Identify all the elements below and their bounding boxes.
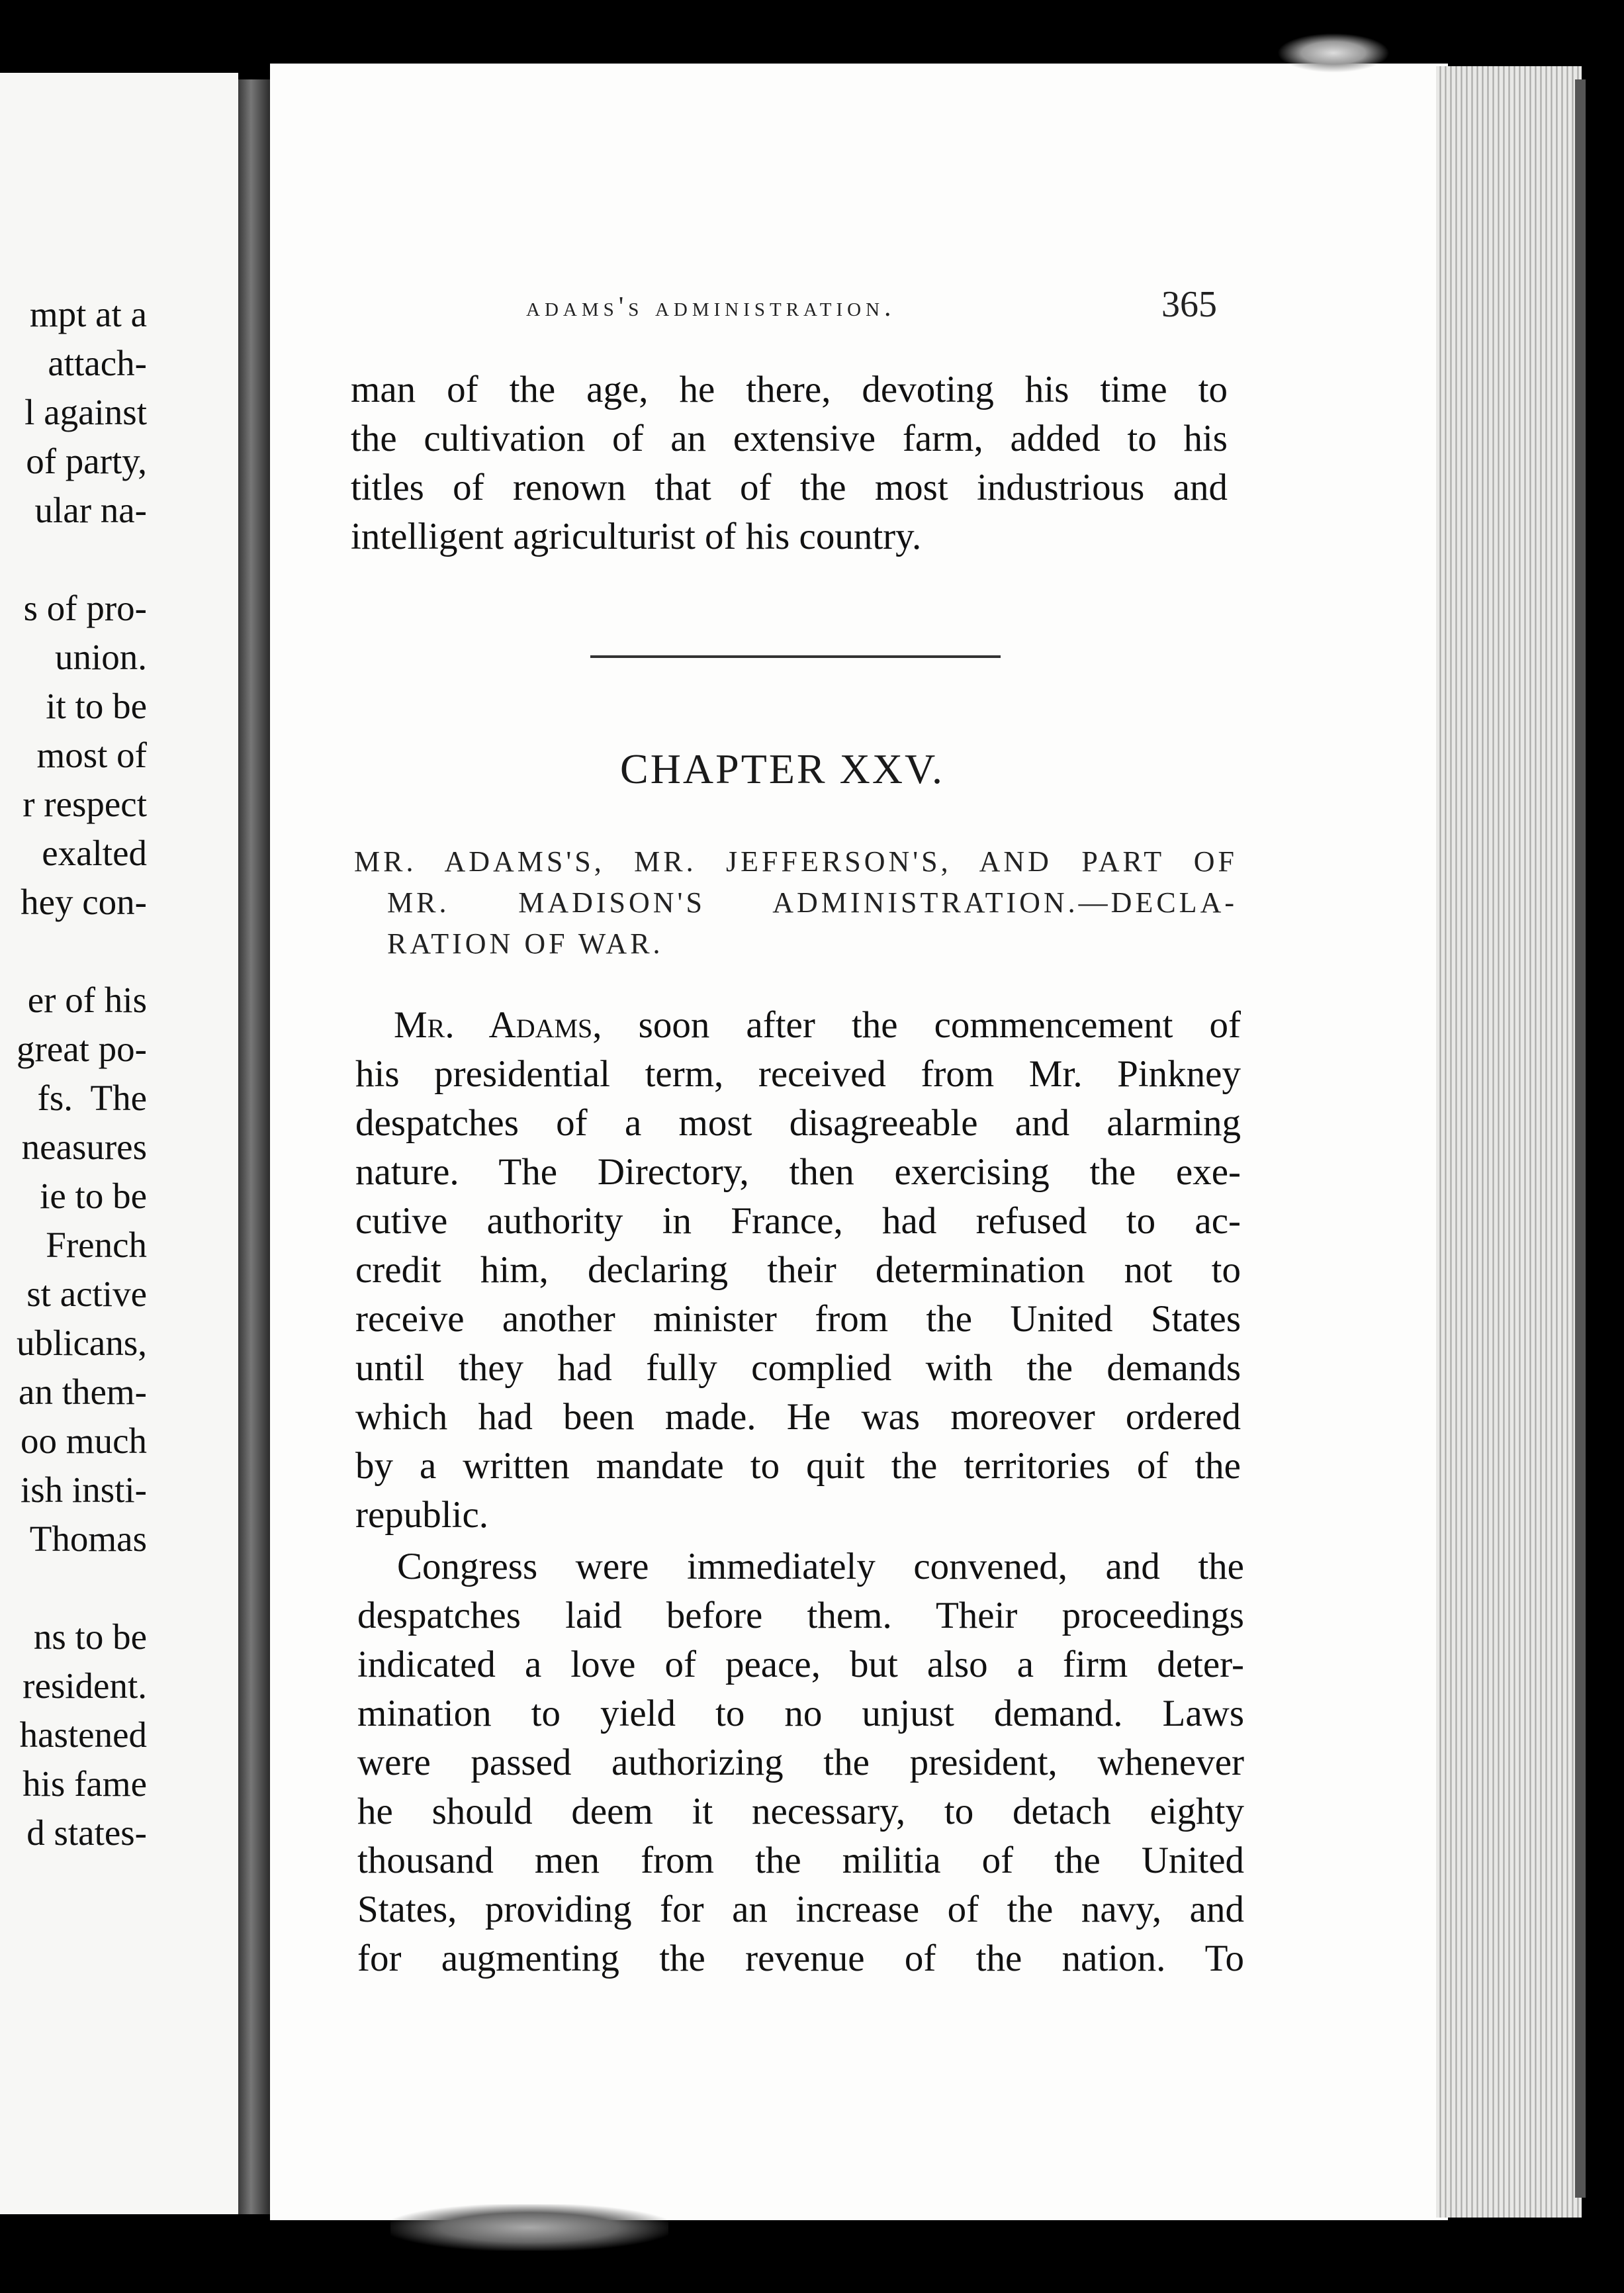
paragraph-2-line: States, providing for an increase of the navy, and xyxy=(357,1889,1244,1930)
paragraph-2-line: indicated a love of peace, but also a firm deter- xyxy=(357,1644,1244,1685)
left-page-line: st active xyxy=(26,1274,147,1314)
left-page-line: union. xyxy=(54,637,147,677)
chapter-summary-line: MR. ADAMS'S, MR. JEFFERSON'S, AND PART OF xyxy=(354,845,1238,878)
left-page-line: hastened xyxy=(19,1714,147,1755)
left-page-line: ular na- xyxy=(34,490,147,530)
left-page-line: his fame xyxy=(23,1763,147,1804)
left-page-line: exalted xyxy=(42,833,147,873)
paper-damage-top xyxy=(1277,33,1390,73)
chapter-summary-line: MR. MADISON'S ADMINISTRATION.—DECLA- xyxy=(387,886,1238,919)
left-page xyxy=(0,73,238,2214)
chapter-title: CHAPTER XXV. xyxy=(620,745,944,792)
para1-line: republic. xyxy=(355,1494,489,1536)
paragraph-2-line: despatches laid before them. Their proceedings xyxy=(357,1595,1244,1636)
left-page-line: r respect xyxy=(23,784,147,824)
left-page-line: ublicans, xyxy=(16,1323,147,1363)
paragraph-2-line: mination to yield to no unjust demand. Laws xyxy=(357,1693,1244,1734)
left-page-line: Thomas xyxy=(29,1519,147,1559)
cover-edge xyxy=(1575,79,1586,2198)
para1-line: nature. The Directory, then exercising the exe- xyxy=(355,1151,1241,1193)
running-head-text: adams's administration. xyxy=(526,292,896,322)
left-page-line: mpt at a xyxy=(29,294,147,334)
para1-line: his presidential term, received from Mr. Pinkney xyxy=(355,1053,1241,1095)
left-page-line: neasures xyxy=(21,1127,147,1167)
left-page-line: it to be xyxy=(46,686,147,726)
left-page-line: ish insti- xyxy=(21,1470,147,1510)
left-page-line: attach- xyxy=(48,343,147,383)
chapter-summary-line: RATION OF WAR. xyxy=(387,927,664,960)
left-page-line: of party, xyxy=(26,441,147,481)
paper-damage-bottom xyxy=(390,2204,668,2251)
left-page-line: s of pro- xyxy=(23,588,147,628)
paragraph-2-line: were passed authorizing the president, whenever xyxy=(357,1742,1244,1783)
paragraph-1-lead: Mr. Adams, xyxy=(394,1004,602,1046)
opening-line: intelligent agriculturist of his country. xyxy=(351,516,922,557)
paragraph-2-line: he should deem it necessary, to detach eighty xyxy=(357,1791,1244,1832)
left-page-line: er of his xyxy=(27,980,147,1020)
paragraph-2-line: thousand men from the militia of the United xyxy=(357,1840,1244,1881)
paragraph-2-line: for augmenting the revenue of the nation. To xyxy=(357,1938,1244,1979)
paragraph-1-line: soon after the commencement of xyxy=(638,1004,1241,1046)
left-page-line: an them- xyxy=(19,1372,147,1412)
opening-line: titles of renown that of the most industrious and xyxy=(351,467,1228,508)
left-page-line: l against xyxy=(24,392,147,432)
opening-line: man of the age, he there, devoting his time to xyxy=(351,369,1228,410)
paragraph-2-line: Congress were immediately convened, and the xyxy=(397,1546,1244,1587)
running-head xyxy=(526,291,1029,323)
left-page-line: d states- xyxy=(26,1812,147,1853)
page-number: 365 xyxy=(1161,284,1217,325)
left-page-line: oo much xyxy=(21,1421,147,1461)
left-page-line: French xyxy=(46,1225,147,1265)
left-page-line: most of xyxy=(36,735,147,775)
para1-line: until they had fully complied with the demands xyxy=(355,1347,1241,1389)
section-divider xyxy=(590,655,1001,658)
left-page-line: ns to be xyxy=(33,1616,147,1657)
page-edges xyxy=(1436,66,1582,2218)
left-page-line: hey con- xyxy=(21,882,147,922)
para1-line: which had been made. He was moreover ordered xyxy=(355,1396,1241,1438)
para1-line: despatches of a most disagreeable and alarming xyxy=(355,1102,1241,1144)
paragraph-1-first-line xyxy=(394,1001,1241,1050)
left-page-line: fs. The xyxy=(37,1078,147,1118)
para1-line: credit him, declaring their determination not to xyxy=(355,1249,1241,1291)
book-gutter xyxy=(238,79,270,2214)
left-page-line: resident. xyxy=(23,1665,147,1706)
para1-line: by a written mandate to quit the territories of the xyxy=(355,1445,1241,1487)
left-page-line: great po- xyxy=(17,1029,147,1069)
para1-line: cutive authority in France, had refused to ac- xyxy=(355,1200,1241,1242)
left-page-line: ie to be xyxy=(40,1176,147,1216)
para1-line: receive another minister from the United States xyxy=(355,1298,1241,1340)
opening-line: the cultivation of an extensive farm, added to his xyxy=(351,418,1228,459)
